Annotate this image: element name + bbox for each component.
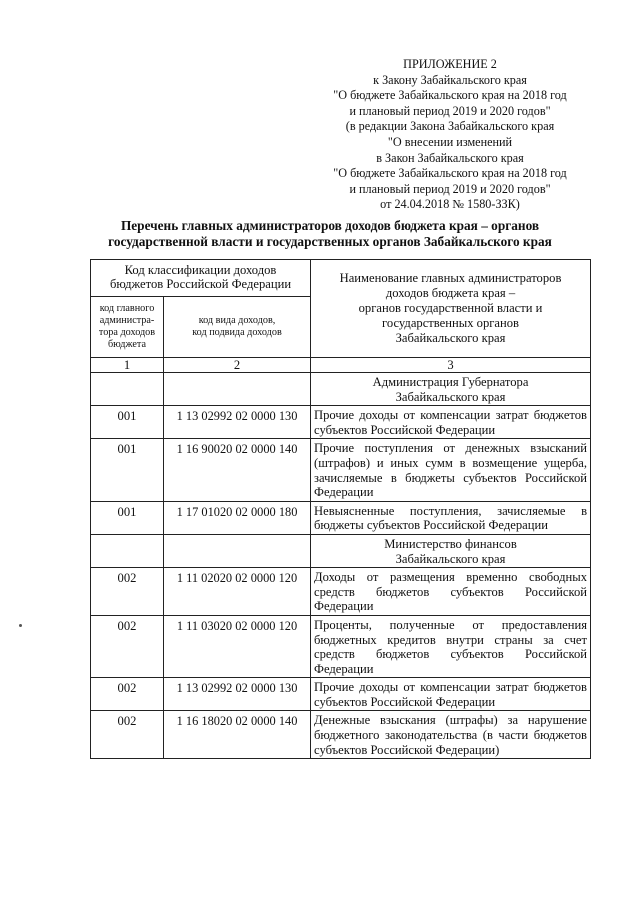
appendix-line: "О бюджете Забайкальского края на 2018 год (333, 166, 567, 181)
appendix-line: и плановый период 2019 и 2020 годов" (349, 103, 551, 118)
column-number: 2 (164, 358, 311, 373)
table-row (91, 568, 591, 616)
empty-cell (164, 534, 311, 567)
admin-code-cell: 002 (91, 711, 164, 759)
appendix-header (300, 57, 600, 213)
admin-code-cell: 002 (91, 568, 164, 616)
appendix-line: в Закон Забайкальского края (376, 150, 524, 165)
table-header (91, 260, 591, 373)
header-line: бюджетов Российской Федерации (109, 277, 292, 291)
income-name-cell: Невыясненные поступления, зачисляемые в бюджеты субъектов Российской Федерации (311, 501, 591, 534)
appendix-line: к Закону Забайкальского края (373, 72, 527, 87)
section-row (91, 534, 591, 567)
document-title (80, 218, 580, 250)
column-number-row (91, 358, 591, 373)
appendix-line: и плановый период 2019 и 2020 годов" (349, 181, 551, 196)
document-title-line: Перечень главных администраторов доходов бюджета края – органов (120, 218, 540, 233)
section-row (91, 373, 591, 406)
income-name-cell: Проценты, полученные от предоставления бюджетных кредитов внутри страны за счет средств бюджетов субъектов Российской Федерации (311, 615, 591, 677)
admin-code-cell: 002 (91, 678, 164, 711)
income-code-header (164, 297, 311, 358)
table-body (91, 373, 591, 759)
appendix-line: ПРИЛОЖЕНИЕ 2 (403, 57, 497, 71)
appendix-line: "О внесении изменений (387, 134, 513, 149)
income-code-cell: 1 17 01020 02 0000 180 (164, 501, 311, 534)
header-line: доходов бюджета края – (385, 286, 516, 300)
header-line: код подвида доходов (192, 327, 282, 338)
header-line: Забайкальского края (395, 331, 506, 345)
income-code-cell: 1 11 03020 02 0000 120 (164, 615, 311, 677)
section-title (311, 534, 591, 567)
scan-speck (19, 624, 22, 627)
admin-code-cell: 001 (91, 406, 164, 439)
header-line: Наименование главных администраторов (339, 271, 562, 285)
section-title-line: Министерство финансов (384, 536, 517, 551)
income-code-cell: 1 16 90020 02 0000 140 (164, 439, 311, 501)
income-code-cell: 1 16 18020 02 0000 140 (164, 711, 311, 759)
header-line: тора доходов (98, 327, 156, 338)
empty-cell (164, 373, 311, 406)
income-name-cell: Прочие доходы от компенсации затрат бюджетов субъектов Российской Федерации (311, 406, 591, 439)
section-title-line: Администрация Губернатора (372, 375, 529, 389)
header-line: государственных органов (382, 316, 519, 330)
section-title (311, 373, 591, 406)
administrators-table (90, 259, 591, 759)
empty-cell (91, 534, 164, 567)
income-code-cell: 1 13 02992 02 0000 130 (164, 678, 311, 711)
admin-code-cell: 001 (91, 501, 164, 534)
table-row (91, 439, 591, 501)
income-name-cell: Денежные взыскания (штрафы) за нарушение бюджетного законодательства (в части бюджетов субъектов Российской Федерации) (311, 711, 591, 759)
column-number: 1 (91, 358, 164, 373)
header-line: Код классификации доходов (124, 263, 277, 277)
header-line: органов государственной власти и (358, 301, 543, 315)
income-name-cell: Доходы от размещения временно свободных средств бюджетов субъектов Российской Федерации (311, 568, 591, 616)
column-number: 3 (311, 358, 591, 373)
table-row (91, 501, 591, 534)
appendix-line: (в редакции Закона Забайкальского края (345, 119, 555, 134)
table-row (91, 711, 591, 759)
table-row (91, 678, 591, 711)
document-title-line: государственной власти и государственных органов Забайкальского края (108, 234, 552, 249)
admin-code-cell: 002 (91, 615, 164, 677)
table-row (91, 615, 591, 677)
section-title-line: Забайкальского края (395, 551, 506, 566)
admin-code-header (91, 297, 164, 358)
section-title-line: Забайкальского края (395, 389, 506, 404)
income-code-cell: 1 13 02992 02 0000 130 (164, 406, 311, 439)
header-line: код вида доходов, (198, 315, 276, 326)
administrator-name-header (311, 260, 591, 358)
appendix-line: "О бюджете Забайкальского края на 2018 год (333, 88, 567, 103)
table-row (91, 406, 591, 439)
income-name-cell: Прочие доходы от компенсации затрат бюджетов субъектов Российской Федерации (311, 678, 591, 711)
income-name-cell: Прочие поступления от денежных взысканий (штрафов) и иных сумм в возмещение ущерба, зачисляемые в бюджеты субъектов Российской Федерации (311, 439, 591, 501)
header-line: администра- (99, 315, 155, 326)
empty-cell (91, 373, 164, 406)
admin-code-cell: 001 (91, 439, 164, 501)
income-code-cell: 1 11 02020 02 0000 120 (164, 568, 311, 616)
header-line: код главного (99, 303, 155, 314)
header-line: бюджета (108, 339, 146, 350)
classification-code-header (91, 260, 311, 297)
appendix-line: от 24.04.2018 № 1580-ЗЗК) (380, 197, 520, 212)
